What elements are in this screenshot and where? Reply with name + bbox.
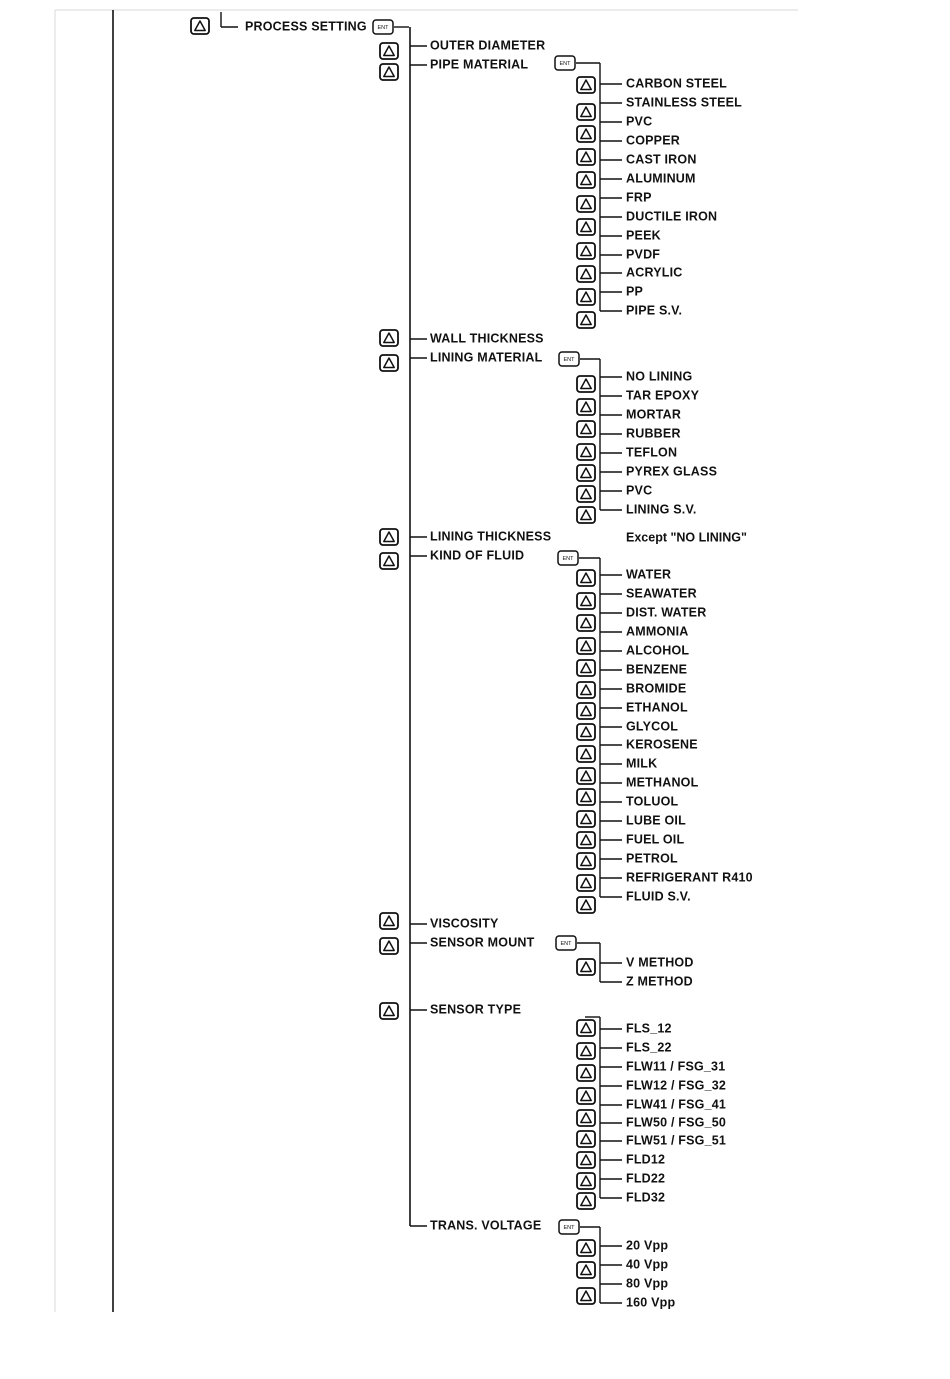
menu-option-label: PVC — [626, 483, 653, 498]
menu-option-label: FLUID S.V. — [626, 889, 691, 904]
menu-option-label: ALCOHOL — [626, 643, 690, 658]
menu-option-label: BENZENE — [626, 662, 688, 677]
menu-option-label: ACRYLIC — [626, 265, 683, 280]
option-up-key[interactable] — [577, 399, 595, 415]
menu-item-label: KIND OF FLUID — [430, 548, 525, 563]
item-up-key[interactable] — [380, 355, 398, 371]
option-up-key[interactable] — [577, 1065, 595, 1081]
menu-option-label: MILK — [626, 756, 658, 771]
menu-option-label: METHANOL — [626, 775, 699, 790]
menu-option-label: FUEL OIL — [626, 832, 685, 847]
option-up-key[interactable] — [577, 266, 595, 282]
menu-option-label: SEAWATER — [626, 586, 697, 601]
menu-option-label: FLW11 / FSG_31 — [626, 1059, 726, 1074]
item-up-key[interactable] — [380, 913, 398, 929]
menu-option-label: RUBBER — [626, 426, 681, 441]
option-up-key[interactable] — [577, 465, 595, 481]
menu-option-label: PYREX GLASS — [626, 464, 718, 479]
option-up-key[interactable] — [577, 570, 595, 586]
menu-option-label: FLS_22 — [626, 1040, 672, 1055]
option-up-key[interactable] — [577, 593, 595, 609]
option-up-key[interactable] — [577, 1262, 595, 1278]
option-up-key[interactable] — [577, 703, 595, 719]
menu-option-label: CARBON STEEL — [626, 76, 728, 91]
option-up-key[interactable] — [577, 1020, 595, 1036]
option-up-key[interactable] — [577, 104, 595, 120]
menu-option-label: FLW12 / FSG_32 — [626, 1078, 727, 1093]
option-up-key[interactable] — [577, 289, 595, 305]
menu-item-label: TRANS. VOLTAGE — [430, 1218, 542, 1233]
menu-item-label: PIPE MATERIAL — [430, 57, 529, 72]
option-up-key[interactable] — [577, 312, 595, 328]
root-ent-key[interactable] — [373, 20, 393, 34]
menu-option-label: WATER — [626, 567, 672, 582]
submenu-ent-key[interactable] — [559, 1220, 579, 1234]
item-up-key[interactable] — [380, 938, 398, 954]
menu-option-label: LINING S.V. — [626, 502, 697, 517]
option-up-key[interactable] — [577, 724, 595, 740]
option-up-key[interactable] — [577, 638, 595, 654]
option-up-key[interactable] — [577, 660, 595, 676]
option-up-key[interactable] — [577, 682, 595, 698]
item-up-key[interactable] — [380, 64, 398, 80]
menu-option-label: FLD12 — [626, 1152, 666, 1167]
option-up-key[interactable] — [577, 1240, 595, 1256]
ent-key-label: ENT — [563, 1224, 575, 1231]
option-up-key[interactable] — [577, 196, 595, 212]
item-up-key[interactable] — [380, 553, 398, 569]
menu-option-label: KEROSENE — [626, 737, 698, 752]
menu-option-label: BROMIDE — [626, 681, 687, 696]
menu-option-label: 20 Vpp — [626, 1238, 669, 1253]
option-up-key[interactable] — [577, 1193, 595, 1209]
menu-option-label: DUCTILE IRON — [626, 209, 718, 224]
option-up-key[interactable] — [577, 507, 595, 523]
menu-item-label: VISCOSITY — [430, 916, 499, 931]
menu-option-label: V METHOD — [626, 955, 694, 970]
menu-item-label: OUTER DIAMETER — [430, 38, 546, 53]
menu-option-label: ETHANOL — [626, 700, 688, 715]
option-up-key[interactable] — [577, 615, 595, 631]
menu-option-label: FLW51 / FSG_51 — [626, 1133, 727, 1148]
menu-option-label: FLS_12 — [626, 1021, 672, 1036]
menu-option-label: AMMONIA — [626, 624, 689, 639]
menu-option-label: TEFLON — [626, 445, 678, 460]
menu-option-label: FLD32 — [626, 1190, 666, 1205]
menu-option-label: PIPE S.V. — [626, 303, 683, 318]
option-up-key[interactable] — [577, 486, 595, 502]
menu-option-label: PVC — [626, 114, 653, 129]
menu-option-label: FLW41 / FSG_41 — [626, 1097, 727, 1112]
menu-option-label: ALUMINUM — [626, 171, 696, 186]
menu-item-note: Except "NO LINING" — [626, 530, 747, 545]
menu-option-label: PP — [626, 284, 644, 299]
option-up-key[interactable] — [577, 789, 595, 805]
item-up-key[interactable] — [380, 43, 398, 59]
submenu-ent-key[interactable] — [559, 352, 579, 366]
ent-key-label: ENT — [559, 60, 571, 67]
option-up-key[interactable] — [577, 1088, 595, 1104]
option-up-key[interactable] — [577, 126, 595, 142]
menu-option-label: 160 Vpp — [626, 1295, 676, 1310]
option-up-key[interactable] — [577, 77, 595, 93]
menu-option-label: COPPER — [626, 133, 680, 148]
option-up-key[interactable] — [577, 746, 595, 762]
option-up-key[interactable] — [577, 897, 595, 913]
option-up-key[interactable] — [577, 875, 595, 891]
ent-key-label: ENT — [562, 555, 574, 562]
submenu-ent-key[interactable] — [558, 551, 578, 565]
menu-option-label: TOLUOL — [626, 794, 679, 809]
menu-option-label: PVDF — [626, 247, 661, 262]
submenu-ent-key[interactable] — [556, 936, 576, 950]
menu-item-label: SENSOR TYPE — [430, 1002, 522, 1017]
menu-option-label: CAST IRON — [626, 152, 697, 167]
menu-item-label: LINING THICKNESS — [430, 529, 552, 544]
menu-option-label: 80 Vpp — [626, 1276, 669, 1291]
ent-key-label: ENT — [377, 24, 389, 31]
menu-option-label: FRP — [626, 190, 652, 205]
ent-key-label: ENT — [563, 356, 575, 363]
menu-option-label: REFRIGERANT R410 — [626, 870, 753, 885]
ent-key-label: ENT — [560, 940, 572, 947]
option-up-key[interactable] — [577, 376, 595, 392]
menu-item-label: SENSOR MOUNT — [430, 935, 535, 950]
root-up-key[interactable] — [191, 18, 209, 34]
option-up-key[interactable] — [577, 219, 595, 235]
menu-item-label: LINING MATERIAL — [430, 350, 543, 365]
option-up-key[interactable] — [577, 832, 595, 848]
root-label: PROCESS SETTING — [245, 19, 367, 34]
option-up-key[interactable] — [577, 421, 595, 437]
menu-item-label: WALL THICKNESS — [430, 331, 544, 346]
option-up-key[interactable] — [577, 243, 595, 259]
item-up-key[interactable] — [380, 330, 398, 346]
option-up-key[interactable] — [577, 1131, 595, 1147]
menu-option-label: LUBE OIL — [626, 813, 686, 828]
option-up-key[interactable] — [577, 811, 595, 827]
menu-option-label: TAR EPOXY — [626, 388, 700, 403]
menu-option-label: DIST. WATER — [626, 605, 707, 620]
menu-option-label: 40 Vpp — [626, 1257, 669, 1272]
option-up-key[interactable] — [577, 444, 595, 460]
item-up-key[interactable] — [380, 1003, 398, 1019]
option-up-key[interactable] — [577, 853, 595, 869]
menu-option-label: PEEK — [626, 228, 661, 243]
option-up-key[interactable] — [577, 1110, 595, 1126]
option-up-key[interactable] — [577, 1152, 595, 1168]
item-up-key[interactable] — [380, 529, 398, 545]
menu-option-label: NO LINING — [626, 369, 693, 384]
option-up-key[interactable] — [577, 959, 595, 975]
option-up-key[interactable] — [577, 1288, 595, 1304]
option-up-key[interactable] — [577, 768, 595, 784]
option-up-key[interactable] — [577, 1043, 595, 1059]
option-up-key[interactable] — [577, 149, 595, 165]
menu-option-label: FLD22 — [626, 1171, 666, 1186]
menu-option-label: PETROL — [626, 851, 678, 866]
menu-option-label: Z METHOD — [626, 974, 693, 989]
menu-option-label: MORTAR — [626, 407, 682, 422]
menu-option-label: FLW50 / FSG_50 — [626, 1115, 727, 1130]
option-up-key[interactable] — [577, 1173, 595, 1189]
menu-option-label: STAINLESS STEEL — [626, 95, 742, 110]
submenu-ent-key[interactable] — [555, 56, 575, 70]
menu-option-label: GLYCOL — [626, 719, 679, 734]
option-up-key[interactable] — [577, 172, 595, 188]
